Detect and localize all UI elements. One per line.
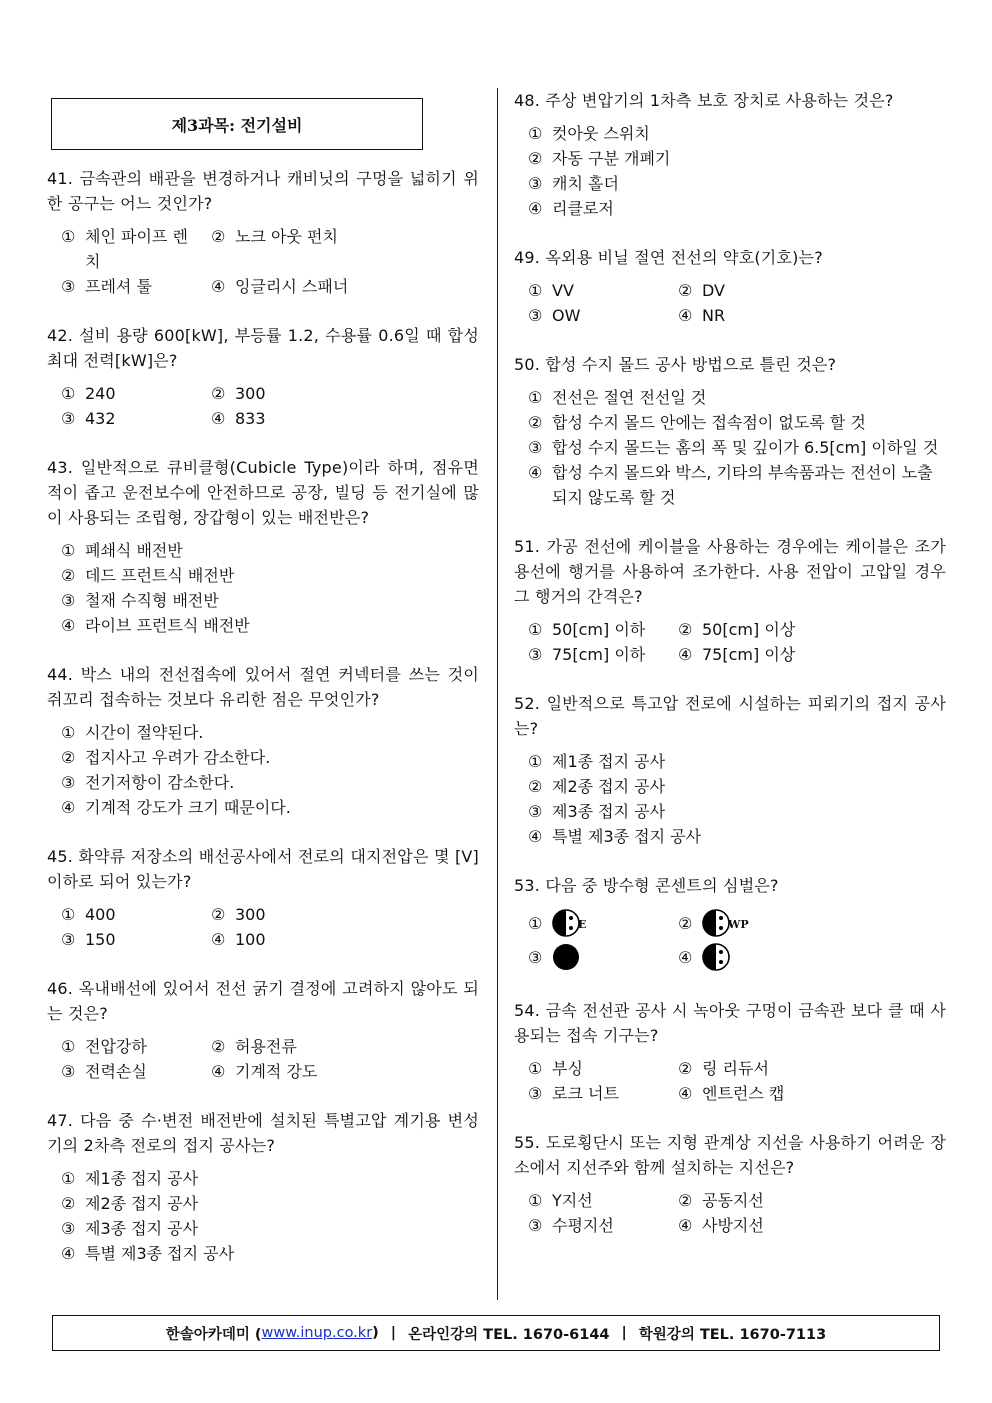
option-text: 접지사고 우려가 감소한다.: [85, 748, 271, 767]
option-row: [514, 617, 946, 642]
question-block: [514, 88, 946, 221]
option-item[interactable]: [664, 1081, 784, 1106]
option-text: 150: [85, 930, 116, 949]
option-text: 제2종 접지 공사: [552, 777, 666, 796]
option-item[interactable]: [47, 745, 479, 770]
option-number: ④: [528, 827, 543, 846]
option-number: ③: [61, 930, 76, 949]
option-item[interactable]: [514, 799, 946, 824]
option-item[interactable]: [197, 927, 266, 952]
option-row: [47, 274, 479, 299]
option-text: 폐쇄식 배전반: [85, 541, 183, 560]
question-block: [47, 323, 479, 431]
option-item[interactable]: [47, 274, 197, 299]
question-block: [47, 166, 479, 299]
option-text: 공동지선: [702, 1191, 764, 1210]
option-item[interactable]: [514, 1188, 664, 1213]
option-number: ③: [528, 1084, 543, 1103]
option-text: 리클로저: [552, 199, 614, 218]
option-number: ①: [528, 281, 543, 300]
option-number: ②: [211, 1037, 226, 1056]
option-number: ②: [211, 384, 226, 403]
option-text: 기계적 강도: [235, 1062, 318, 1081]
option-item[interactable]: [47, 538, 479, 563]
option-item[interactable]: [47, 1191, 479, 1216]
option-number: ①: [528, 913, 543, 933]
option-item[interactable]: [197, 1034, 297, 1059]
option-item[interactable]: [197, 406, 266, 431]
question-text: 43. 일반적으로 큐비클형(Cubicle Type)이라 하며, 점유면적이 좁고 운전보수에 안전하므로 공장, 빌딩 등 전기실에 많이 사용되는 조립형, 장갑형이 있는 배전반은?: [47, 458, 479, 527]
options-list: [514, 121, 946, 221]
option-number: ③: [528, 645, 543, 664]
option-number: ④: [61, 1244, 76, 1263]
option-item[interactable]: [197, 274, 348, 299]
option-number: ①: [61, 1037, 76, 1056]
option-text: 철재 수직형 배전반: [85, 591, 219, 610]
option-item[interactable]: [664, 907, 749, 939]
option-row: [47, 381, 479, 406]
options-list: [514, 385, 946, 510]
option-text: 수평지선: [552, 1216, 614, 1235]
option-number: ③: [528, 306, 543, 325]
option-text: 프레셔 툴: [85, 277, 152, 296]
subject-title: 제3과목: 전기설비: [171, 115, 303, 135]
option-number: ①: [61, 723, 76, 742]
option-number: ③: [61, 409, 76, 428]
question-text: 53. 다음 중 방수형 콘센트의 심벌은?: [514, 876, 779, 895]
option-item[interactable]: [514, 941, 664, 973]
question-text: 51. 가공 전선에 케이블을 사용하는 경우에는 케이블은 조가용선에 행거를 사용하여 조가한다. 사용 전압이 고압일 경우 그 행거의 간격은?: [514, 537, 946, 606]
question-block: [514, 245, 946, 328]
option-item[interactable]: [197, 381, 266, 406]
option-item[interactable]: [47, 795, 479, 820]
option-item[interactable]: [514, 303, 664, 328]
option-number: ④: [678, 947, 693, 967]
option-item[interactable]: [514, 907, 664, 939]
option-row: [47, 1034, 479, 1059]
option-row: [514, 278, 946, 303]
option-number: ④: [678, 1084, 693, 1103]
option-item[interactable]: [514, 171, 946, 196]
subject-title-box: [51, 98, 423, 150]
option-item[interactable]: [47, 1034, 197, 1059]
option-row: [47, 224, 479, 274]
option-number: ④: [678, 645, 693, 664]
question-text: 52. 일반적으로 특고압 전로에 시설하는 피뢰기의 접지 공사는?: [514, 694, 946, 738]
option-text: 특별 제3종 접지 공사: [552, 827, 702, 846]
option-number: ④: [211, 1062, 226, 1081]
option-text: 잉글리시 스패너: [235, 277, 349, 296]
option-item[interactable]: [664, 642, 795, 667]
option-item[interactable]: [514, 617, 664, 642]
option-item[interactable]: [197, 902, 266, 927]
option-item[interactable]: [514, 1213, 664, 1238]
option-item[interactable]: [47, 770, 479, 795]
question-text: 45. 화약류 저장소의 배선공사에서 전로의 대지전압은 몇 [V] 이하로 되어 있는가?: [47, 847, 479, 891]
option-number: ④: [211, 409, 226, 428]
footer-bar: [52, 1315, 940, 1351]
option-row: [47, 902, 479, 927]
option-text: 240: [85, 384, 116, 403]
option-number: ①: [528, 124, 543, 143]
option-number: ③: [61, 1219, 76, 1238]
option-text: 기계적 강도가 크기 때문이다.: [85, 798, 291, 817]
option-number: ②: [678, 913, 693, 933]
option-item[interactable]: [514, 460, 946, 510]
option-item[interactable]: [514, 642, 664, 667]
option-text: 50[cm] 이상: [702, 620, 796, 639]
option-item[interactable]: [514, 385, 946, 410]
options-list: [514, 278, 946, 328]
option-text: VV: [552, 281, 574, 300]
option-text: 체인 파이프 렌치: [85, 227, 188, 271]
option-number: ②: [528, 413, 543, 432]
option-item[interactable]: [47, 1216, 479, 1241]
option-text: 컷아웃 스위치: [552, 124, 650, 143]
option-item[interactable]: [514, 1056, 664, 1081]
option-item[interactable]: [47, 406, 197, 431]
question-block: [47, 976, 479, 1084]
question-text: 54. 금속 전선관 공사 시 녹아웃 구멍이 금속관 보다 클 때 사용되는 접속 기구는?: [514, 1001, 946, 1045]
option-item[interactable]: [47, 381, 197, 406]
option-number: ③: [61, 773, 76, 792]
options-list: [47, 1034, 479, 1084]
option-number: ②: [678, 281, 693, 300]
option-number: ③: [528, 174, 543, 193]
option-text: 100: [235, 930, 266, 949]
options-list: [514, 617, 946, 667]
options-list: [514, 1188, 946, 1238]
option-number: ①: [61, 541, 76, 560]
option-item[interactable]: [664, 278, 725, 303]
option-text: 라이브 프런트식 배전반: [85, 616, 250, 635]
option-number: ②: [61, 748, 76, 767]
option-item[interactable]: [47, 613, 479, 638]
option-text: 전기저항이 감소한다.: [85, 773, 235, 792]
option-row: [47, 406, 479, 431]
question-text: 41. 금속관의 배관을 변경하거나 캐비닛의 구멍을 넓히기 위한 공구는 어느 것인가?: [47, 169, 479, 213]
option-item[interactable]: [514, 121, 946, 146]
option-row: [514, 940, 946, 974]
options-list: [47, 720, 479, 820]
option-text: 합성 수지 몰드와 박스, 기타의 부속품과는 전선이 노출되지 않도록 할 것: [552, 463, 933, 507]
option-item[interactable]: [514, 278, 664, 303]
question-text: 48. 주상 변압기의 1차측 보호 장치로 사용하는 것은?: [514, 91, 894, 110]
option-number: ②: [528, 149, 543, 168]
right-column: [514, 88, 946, 1262]
question-text: 55. 도로횡단시 또는 지형 관계상 지선을 사용하기 어려운 장소에서 지선주와 함께 설치하는 지선은?: [514, 1133, 946, 1177]
option-item[interactable]: [664, 1056, 769, 1081]
option-item[interactable]: [47, 902, 197, 927]
option-item[interactable]: [514, 435, 946, 460]
footer-offline-tel: 학원강의 TEL. 1670-7113: [638, 1326, 827, 1343]
option-number: ③: [528, 802, 543, 821]
option-item[interactable]: [514, 410, 946, 435]
option-text: 허용전류: [235, 1037, 297, 1056]
option-item[interactable]: [47, 1059, 197, 1084]
option-item[interactable]: [514, 196, 946, 221]
option-number: ④: [61, 798, 76, 817]
symbol-label: E: [578, 918, 587, 931]
option-number: ④: [678, 306, 693, 325]
options-list: [47, 224, 479, 299]
option-item[interactable]: [664, 303, 725, 328]
option-text: 400: [85, 905, 116, 924]
question-text: 44. 박스 내의 전선접속에 있어서 절연 커넥터를 쓰는 것이 쥐꼬리 접속하는 것보다 유리한 점은 무엇인가?: [47, 665, 479, 709]
footer-website-link[interactable]: www.inup.co.kr: [261, 1325, 373, 1341]
option-text: 자동 구분 개폐기: [552, 149, 671, 168]
option-row: [514, 1213, 946, 1238]
question-block: [47, 1108, 479, 1266]
options-list: [47, 1166, 479, 1266]
option-item[interactable]: [514, 749, 946, 774]
option-text: 사방지선: [702, 1216, 764, 1235]
option-row: [514, 906, 946, 940]
option-text: NR: [702, 306, 726, 325]
question-block: [47, 662, 479, 820]
option-number: ①: [528, 388, 543, 407]
options-list: [514, 1056, 946, 1106]
option-number: ①: [528, 1059, 543, 1078]
option-number: ①: [528, 752, 543, 771]
option-text: 부싱: [552, 1059, 583, 1078]
option-number: ④: [528, 199, 543, 218]
option-text: 75[cm] 이상: [702, 645, 796, 664]
option-text: 833: [235, 409, 266, 428]
option-number: ④: [61, 616, 76, 635]
question-block: [514, 534, 946, 667]
options-list: [47, 381, 479, 431]
options-list: [47, 538, 479, 638]
option-text: 전압강하: [85, 1037, 147, 1056]
options-list: [514, 906, 946, 974]
option-number: ③: [61, 1062, 76, 1081]
option-number: ②: [61, 566, 76, 585]
left-column: [47, 88, 479, 1290]
footer-academy-close: ): [372, 1325, 379, 1341]
option-row: [514, 1081, 946, 1106]
option-text: 합성 수지 몰드는 홈의 폭 및 깊이가 6.5[cm] 이하일 것: [552, 438, 939, 457]
option-text: 로크 너트: [552, 1084, 619, 1103]
option-number: ②: [211, 905, 226, 924]
question-block: [514, 998, 946, 1106]
option-item[interactable]: [47, 1166, 479, 1191]
option-number: ①: [528, 620, 543, 639]
option-item[interactable]: [47, 720, 479, 745]
option-row: [514, 1188, 946, 1213]
option-number: ①: [61, 384, 76, 403]
option-item[interactable]: [47, 563, 479, 588]
option-number: ②: [61, 1194, 76, 1213]
option-text: 캐치 홀더: [552, 174, 619, 193]
symbol-label: WP: [728, 918, 749, 931]
option-number: ①: [61, 227, 76, 246]
option-text: 제1종 접지 공사: [85, 1169, 199, 1188]
option-number: ②: [528, 777, 543, 796]
option-text: Y지선: [552, 1191, 593, 1210]
option-number: ②: [678, 1059, 693, 1078]
option-text: 합성 수지 몰드 안에는 접속점이 없도록 할 것: [552, 413, 866, 432]
option-text: DV: [702, 281, 725, 300]
option-item[interactable]: [47, 224, 197, 274]
option-text: 시간이 절약된다.: [85, 723, 204, 742]
option-text: 50[cm] 이하: [552, 620, 646, 639]
outlet-symbol-icon: [702, 941, 734, 973]
option-text: OW: [552, 306, 581, 325]
question-block: [514, 873, 946, 974]
question-block: [514, 691, 946, 849]
option-number: ③: [528, 438, 543, 457]
footer-academy: 한솔아카데미 (: [165, 1326, 262, 1343]
question-block: [47, 844, 479, 952]
option-number: ④: [528, 463, 543, 482]
question-text: 47. 다음 중 수·변전 배전반에 설치된 특별고압 계기용 변성기의 2차측 전로의 접지 공사는?: [47, 1111, 479, 1155]
options-list: [47, 902, 479, 952]
option-text: 링 리듀서: [702, 1059, 769, 1078]
option-text: 300: [235, 384, 266, 403]
option-text: 432: [85, 409, 116, 428]
option-text: 300: [235, 905, 266, 924]
option-number: ②: [678, 1191, 693, 1210]
option-item[interactable]: [514, 1081, 664, 1106]
option-number: ③: [528, 947, 543, 967]
option-item[interactable]: [664, 617, 795, 642]
option-row: [47, 1059, 479, 1084]
option-number: ③: [61, 591, 76, 610]
option-number: ④: [678, 1216, 693, 1235]
question-block: [514, 1130, 946, 1238]
option-item[interactable]: [514, 774, 946, 799]
option-text: 노크 아웃 펀치: [235, 227, 338, 246]
footer-separator: |: [390, 1325, 397, 1341]
option-item[interactable]: [514, 146, 946, 171]
option-number: ②: [211, 227, 226, 246]
option-text: 엔트런스 캡: [702, 1084, 785, 1103]
option-text: 75[cm] 이하: [552, 645, 646, 664]
option-text: 전선은 절연 전선일 것: [552, 388, 707, 407]
question-block: [514, 352, 946, 510]
option-number: ③: [528, 1216, 543, 1235]
option-number: ①: [528, 1191, 543, 1210]
question-text: 42. 설비 용량 600[kW], 부등률 1.2, 수용률 0.6일 때 합성 최대 전력[kW]은?: [47, 326, 479, 370]
option-row: [514, 1056, 946, 1081]
option-text: 제2종 접지 공사: [85, 1194, 199, 1213]
option-number: ④: [211, 930, 226, 949]
question-block: [47, 455, 479, 638]
option-text: 특별 제3종 접지 공사: [85, 1244, 235, 1263]
option-text: 전력손실: [85, 1062, 147, 1081]
option-item[interactable]: [47, 588, 479, 613]
option-text: 제1종 접지 공사: [552, 752, 666, 771]
option-row: [514, 303, 946, 328]
column-divider: [497, 88, 498, 1300]
footer-online-tel: 온라인강의 TEL. 1670-6144: [408, 1326, 610, 1343]
option-number: ①: [61, 905, 76, 924]
option-item[interactable]: [664, 941, 734, 973]
option-number: ④: [211, 277, 226, 296]
option-row: [514, 642, 946, 667]
option-row: [47, 927, 479, 952]
question-text: 50. 합성 수지 몰드 공사 방법으로 틀린 것은?: [514, 355, 837, 374]
option-item[interactable]: [197, 224, 338, 274]
option-number: ③: [61, 277, 76, 296]
question-text: 46. 옥내배선에 있어서 전선 굵기 결정에 고려하지 않아도 되는 것은?: [47, 979, 479, 1023]
option-number: ①: [61, 1169, 76, 1188]
question-text: 49. 옥외용 비닐 절연 전선의 약호(기호)는?: [514, 248, 823, 267]
outlet-symbol-icon: [552, 941, 584, 973]
option-item[interactable]: [197, 1059, 317, 1084]
option-number: ②: [678, 620, 693, 639]
option-item[interactable]: [47, 1241, 479, 1266]
option-text: 제3종 접지 공사: [552, 802, 666, 821]
footer-separator: |: [621, 1325, 627, 1341]
option-item[interactable]: [514, 824, 946, 849]
option-text: 제3종 접지 공사: [85, 1219, 199, 1238]
option-text: 데드 프런트식 배전반: [85, 566, 235, 585]
option-item[interactable]: [47, 927, 197, 952]
options-list: [514, 749, 946, 849]
option-item[interactable]: [664, 1213, 764, 1238]
option-item[interactable]: [664, 1188, 764, 1213]
